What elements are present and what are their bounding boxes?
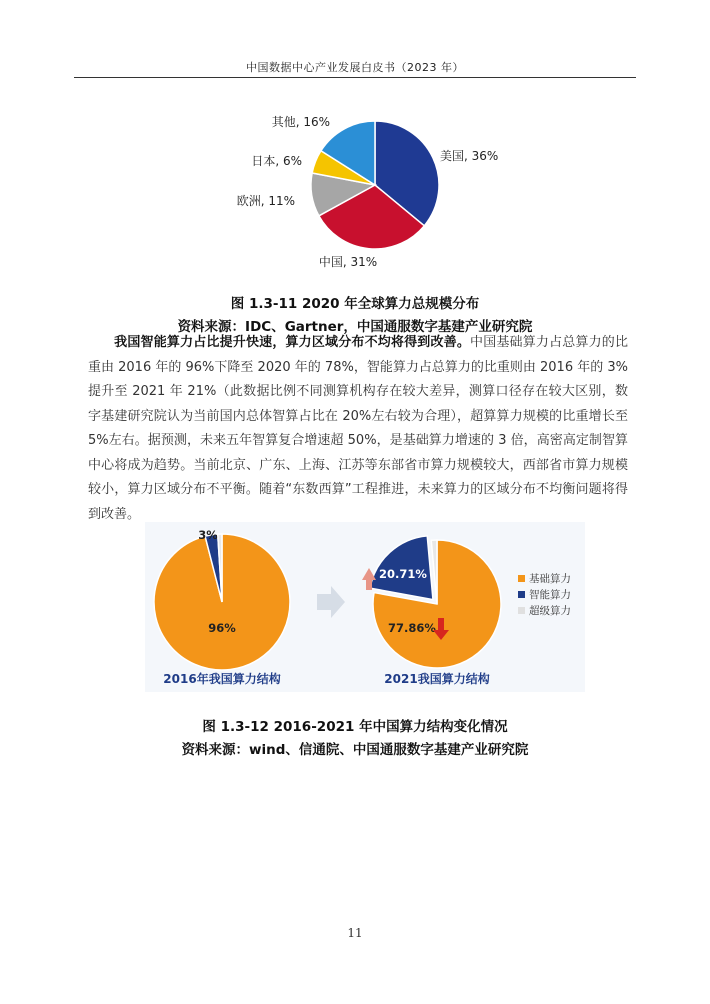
global-compute-pie-chart	[236, 110, 520, 280]
legend-swatch	[518, 607, 525, 614]
legend-label: 智能算力	[529, 589, 571, 601]
header-rule	[74, 77, 636, 78]
figure2-source: 资料来源：wind、信通院、中国通服数字基建产业研究院	[181, 742, 529, 758]
pie-slice-label: 欧洲, 11%	[236, 194, 295, 208]
pie-slice-label: 中国, 31%	[318, 255, 378, 269]
legend-swatch	[518, 591, 525, 598]
paragraph-body: 中国基础算力占总算力的比重由 2016 年的 96%下降至 2020 年的 78%，智能算力占总算力的比重则由 2016 年的 3%提升至 2021 年 21%（此数据比例不同测算机构存在较大差异，测算口径存在较大区别，数字基建研究院认为当前国内总体智算占比在 20%左右较为合理），超算算力规模的比重增长至 5%左右。据预测，未来五年智算复合增速超 50%，是基础算力增速的 3 倍，高密高定制智算中心将成为趋势。当前北京、广东、上海、江苏等东部省市算力规模较大，西部省市算力规模较小，算力区域分布不平衡。随着“东数西算”工程推进，未来算力的区域分布不均衡问题将得到改善。	[88, 335, 628, 522]
figure2-caption: 图 1.3-12 2016-2021 年中国算力结构变化情况	[202, 719, 508, 735]
pie-slice-label: 77.86%	[388, 621, 436, 635]
chart-title: 2021我国算力结构	[384, 672, 490, 686]
running-header: 中国数据中心产业发展白皮书（2023 年）	[246, 61, 464, 74]
paragraph-lead: 我国智能算力占比提升快速，算力区域分布不均将得到改善。	[114, 335, 471, 350]
figure1-caption: 图 1.3-11 2020 年全球算力总规模分布	[230, 296, 480, 312]
pie-slice-label: 日本, 6%	[251, 154, 302, 168]
pie-slice-label: 其他, 16%	[271, 115, 330, 129]
body-paragraph	[88, 331, 628, 527]
figure1-source: 资料来源：IDC、Gartner，中国通服数字基建产业研究院	[177, 319, 533, 335]
legend-label: 基础算力	[529, 573, 571, 585]
pie-slice-label: 3%	[198, 528, 218, 542]
compute-structure-chart	[145, 522, 585, 692]
legend-label: 超级算力	[529, 605, 571, 617]
chart-title: 2016年我国算力结构	[163, 672, 281, 686]
pie-slice-label: 96%	[208, 621, 236, 635]
page-number: 11	[347, 926, 363, 940]
legend-swatch	[518, 575, 525, 582]
pie-slice-label: 美国, 36%	[440, 149, 499, 163]
pie-slice-label: 20.71%	[379, 567, 427, 581]
